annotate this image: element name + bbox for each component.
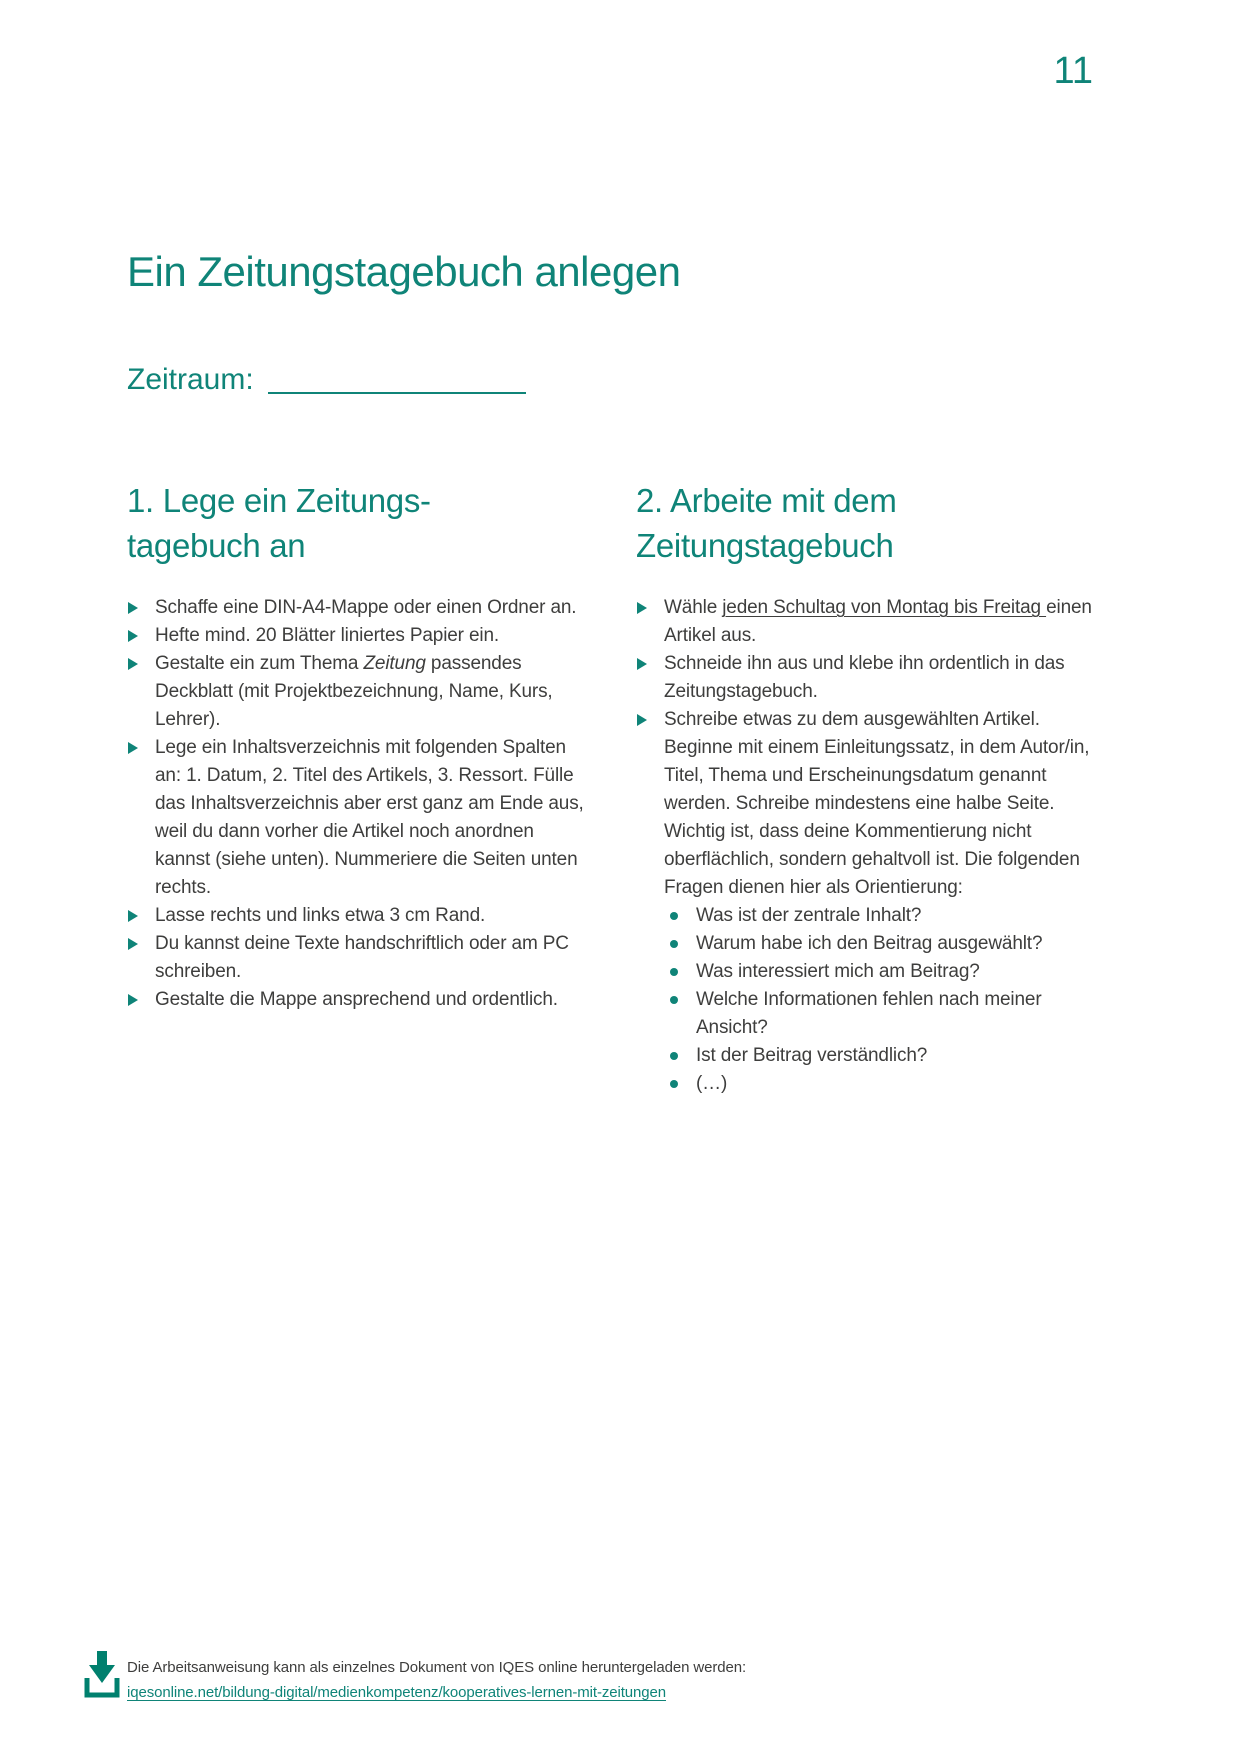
bullet-dot-icon <box>670 1052 678 1060</box>
zeitraum-label: Zeitraum: <box>127 363 254 396</box>
zeitraum-blank-line <box>268 392 526 394</box>
section-heading-1-line1: 1. Lege ein Zeitungs- <box>127 482 431 519</box>
bullet-triangle-icon <box>128 910 138 922</box>
list-item-text: Lege ein Inhaltsverzeichnis mit folgenden Spalten an: 1. Datum, 2. Titel des Artikels, 3. Ressort. Fülle das Inhaltsverzeichnis aber erst ganz am Ende aus, weil du dann vorher die Artikel noch anordnen kannst (siehe unten). Nummeriere die Seiten unten rechts. <box>155 737 584 898</box>
footer-note <box>127 1655 746 1705</box>
bullet-triangle-icon <box>128 938 138 950</box>
question-text: Warum habe ich den Beitrag ausgewählt? <box>696 933 1043 954</box>
list-item <box>636 594 1093 650</box>
page-number: 11 <box>1053 50 1093 92</box>
list-item-text: Gestalte die Mappe ansprechend und ordentlich. <box>155 989 558 1010</box>
list-item <box>127 902 590 930</box>
column-right <box>636 478 1093 1098</box>
list-item <box>636 706 1093 1098</box>
bullet-triangle-icon <box>637 658 647 670</box>
list-item-text: Lasse rechts und links etwa 3 cm Rand. <box>155 905 486 926</box>
page-title: Ein Zeitungstagebuch anlegen <box>127 248 681 296</box>
question-item <box>670 958 1093 986</box>
question-text: Was interessiert mich am Beitrag? <box>696 961 980 982</box>
list-item-text: Schneide ihn aus und klebe ihn ordentlich in das Zeitungstagebuch. <box>664 653 1065 702</box>
question-text: Was ist der zentrale Inhalt? <box>696 905 922 926</box>
list-item-text: Wähle jeden Schultag von Montag bis Freitag einen Artikel aus. <box>664 597 1092 646</box>
list-item <box>636 650 1093 706</box>
list-item-text: Hefte mind. 20 Blätter liniertes Papier ein. <box>155 625 500 646</box>
instruction-list-2 <box>636 594 1093 1098</box>
bullet-triangle-icon <box>128 994 138 1006</box>
question-item <box>670 986 1093 1042</box>
bullet-triangle-icon <box>637 602 647 614</box>
footer-text: Die Arbeitsanweisung kann als einzelnes Dokument von IQES online heruntergeladen werden: <box>127 1659 747 1676</box>
instruction-list-1 <box>127 594 590 1014</box>
bullet-triangle-icon <box>128 630 138 642</box>
list-item <box>127 594 590 622</box>
section-heading-1-line2: tagebuch an <box>127 527 306 564</box>
section-heading-2-line1: 2. Arbeite mit dem <box>636 482 897 519</box>
bullet-dot-icon <box>670 968 678 976</box>
question-text: (…) <box>696 1073 728 1094</box>
two-column-body <box>127 478 1093 1098</box>
question-item <box>670 1042 1093 1070</box>
question-item <box>670 902 1093 930</box>
bullet-dot-icon <box>670 912 678 920</box>
list-item <box>127 986 590 1014</box>
question-text: Welche Informationen fehlen nach meiner Ansicht? <box>696 989 1042 1038</box>
section-heading-2 <box>636 478 1093 568</box>
download-icon <box>84 1650 120 1698</box>
list-item <box>127 734 590 902</box>
zeitraum-row <box>127 362 526 398</box>
column-left <box>127 478 590 1098</box>
bullet-triangle-icon <box>128 602 138 614</box>
bullet-dot-icon <box>670 940 678 948</box>
list-item <box>127 622 590 650</box>
bullet-dot-icon <box>670 996 678 1004</box>
list-item <box>127 650 590 734</box>
list-item-text: Gestalte ein zum Thema Zeitung passendes Deckblatt (mit Projektbezeichnung, Name, Kurs, Lehrer). <box>155 653 553 730</box>
bullet-triangle-icon <box>128 742 138 754</box>
bullet-triangle-icon <box>128 658 138 670</box>
question-item <box>670 930 1093 958</box>
list-item-text: Schaffe eine DIN-A4-Mappe oder einen Ordner an. <box>155 597 577 618</box>
footer-link[interactable]: iqesonline.net/bildung-digital/medienkompetenz/kooperatives-lernen-mit-zeitungen <box>127 1684 666 1701</box>
list-item-text: Schreibe etwas zu dem ausgewählten Artikel. Beginne mit einem Einleitungssatz, in dem Autor/in, Titel, Thema und Erscheinungsdatum genannt werden. Schreibe mindestens eine halbe Seite. Wichtig ist, dass deine Kommentierung nicht oberflächlich, sondern gehaltvoll ist. Die folgenden Fragen dienen hier als Orientierung: <box>664 709 1090 898</box>
list-item-text: Du kannst deine Texte handschriftlich oder am PC schreiben. <box>155 933 569 982</box>
question-list <box>670 902 1093 1098</box>
question-text: Ist der Beitrag verständlich? <box>696 1045 928 1066</box>
section-heading-1 <box>127 478 590 568</box>
question-item <box>670 1070 1093 1098</box>
bullet-triangle-icon <box>637 714 647 726</box>
section-heading-2-line2: Zeitungstagebuch <box>636 527 894 564</box>
bullet-dot-icon <box>670 1080 678 1088</box>
list-item <box>127 930 590 986</box>
